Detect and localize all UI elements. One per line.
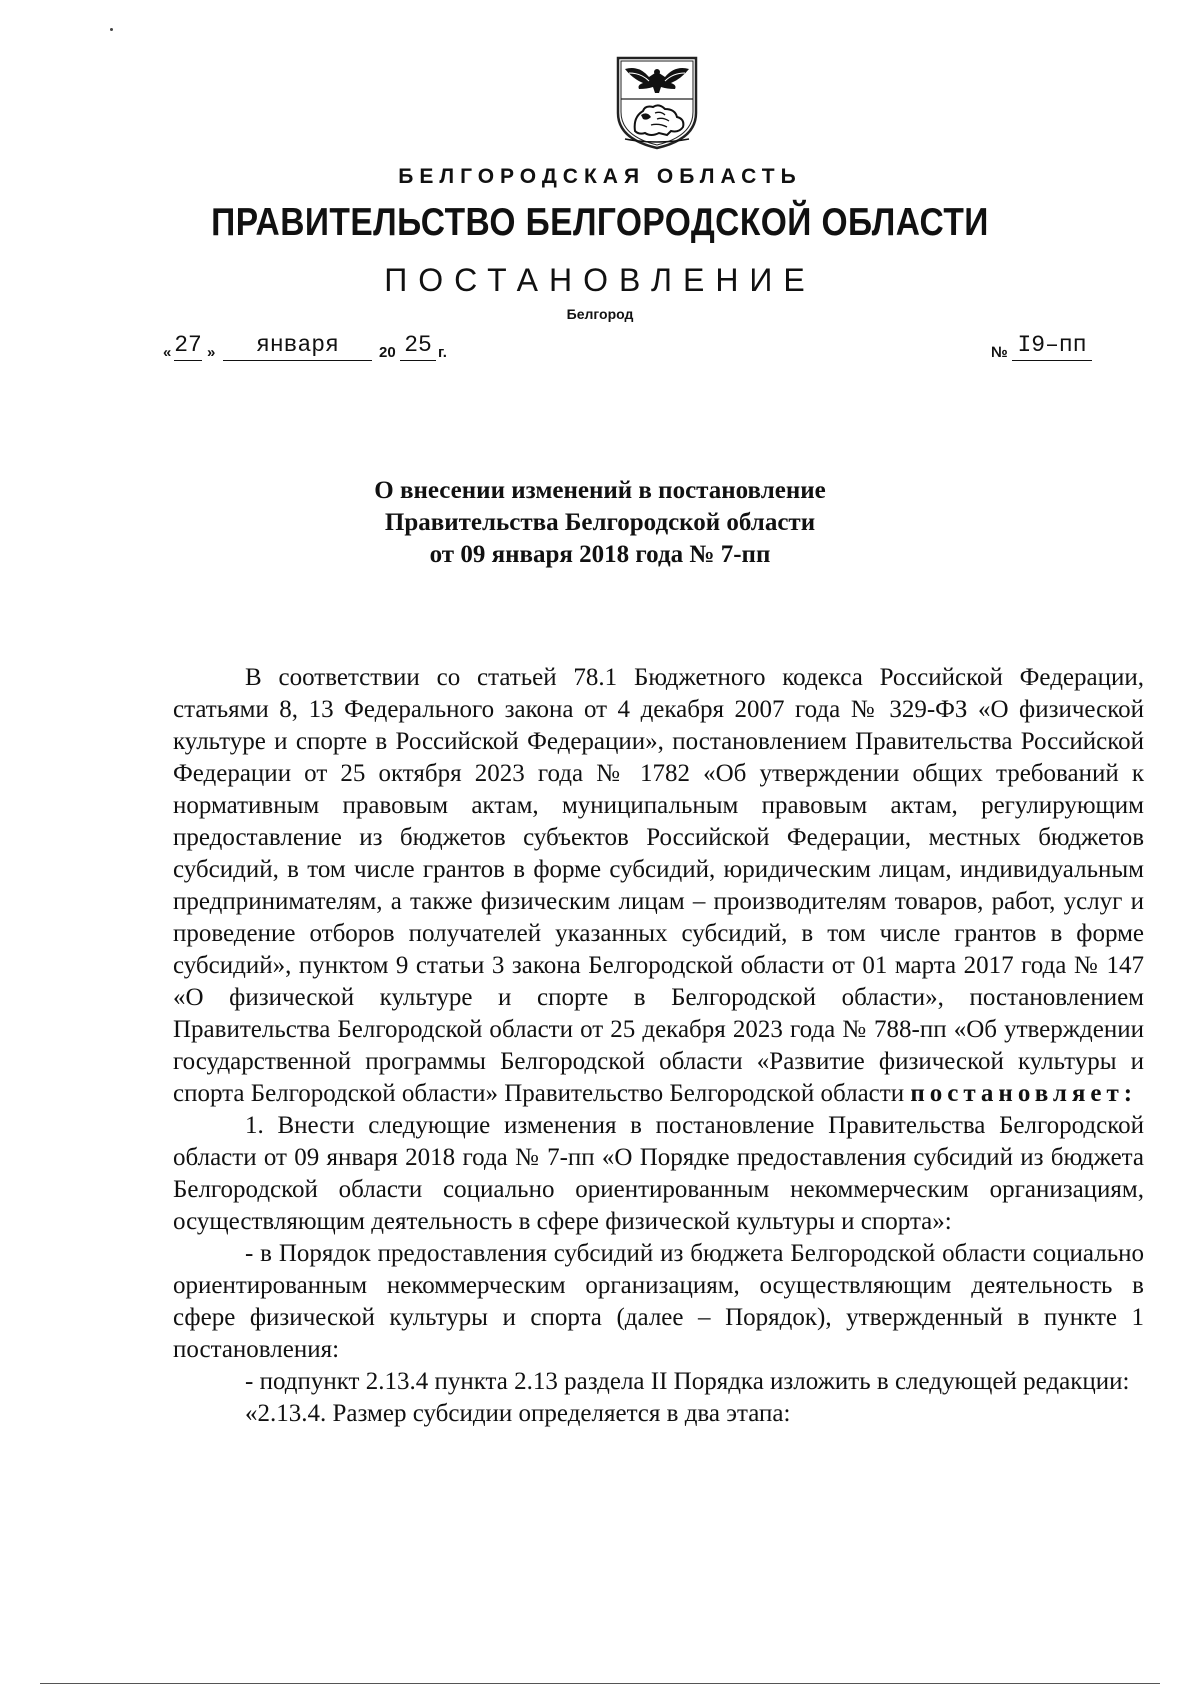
title-line-2: Правительства Белгородской области [384, 509, 816, 536]
document-type: ПОСТАНОВЛЕНИЕ [384, 262, 816, 298]
page-bottom-edge [40, 1683, 1160, 1684]
date-open-quote: « [163, 344, 172, 361]
paragraph-quote-start: «2.13.4. Размер субсидии определяется в два этапа: [245, 1400, 791, 1427]
city-name: Белгород [566, 306, 634, 322]
title-line-3: от 09 января 2018 года № 7-пп [429, 541, 771, 568]
date-close-quote: » [207, 344, 216, 361]
title-line-1: О внесении изменений в постановление [374, 477, 826, 504]
document-title [0, 475, 1200, 571]
paragraph-subclause: - подпункт 2.13.4 пункта 2.13 раздела II Порядка изложить в следующей редакции: [245, 1368, 1130, 1395]
coat-of-arms-emblem [615, 55, 699, 151]
document-body [173, 662, 1144, 1430]
region-name: БЕЛГОРОДСКАЯ ОБЛАСТЬ [398, 165, 802, 188]
paragraph-item-1: 1. Внести следующие изменения в постановление Правительства Белгородской области от 09 января 2018 года № 7-пп «О Порядке предоставления субсидий из бюджета Белгородской области социально ориентированным некоммерческим организациям, осуществляющим деятельность в сфере физической культуры и спорта»: [173, 1112, 1144, 1235]
date-number-line [163, 332, 1093, 366]
document-number-label: № [991, 344, 1008, 361]
resolves-keyword: постановляет: [910, 1080, 1138, 1107]
eagle-lion-shield-icon [615, 55, 699, 151]
government-name: ПРАВИТЕЛЬСТВО БЕЛГОРОДСКОЙ ОБЛАСТИ [211, 201, 989, 244]
document-number: I9–пп [1012, 332, 1092, 361]
date-year-suffix: 25 [400, 332, 436, 361]
scan-speck [110, 28, 113, 31]
preamble-paragraph [173, 662, 1144, 1110]
paragraph-procedure: - в Порядок предоставления субсидий из бюджета Белгородской области социально ориентированным некоммерческим организациям, осуществляющим деятельность в сфере физической культуры и спорта (далее – Порядок), утвержденный в пункте 1 постановления: [173, 1240, 1144, 1363]
date-month: января [223, 332, 372, 361]
date-year-prefix: 20 [379, 344, 396, 361]
date-year-mark: г. [438, 344, 447, 361]
date-day: 27 [174, 332, 202, 361]
preamble-text: В соответствии со статьей 78.1 Бюджетного кодекса Российской Федерации, статьями 8, 13 Федерального закона от 4 декабря 2007 года № 329-ФЗ «О физической культуре и спорте в Российской Федерации», постановлением Правительства Российской Федерации от 25 октября 2023 года № 1782 «Об утверждении общих требований к нормативным правовым актам, муниципальным правовым актам, регулирующим предоставление из бюджетов субъектов Российской Федерации, местных бюджетов субсидий, в том числе грантов в форме субсидий, юридическим лицам, индивидуальным предпринимателям, а также физическим лицам – производителям товаров, работ, услуг и проведение отборов получателей указанных субсидий, в том числе грантов в форме субсидий», пунктом 9 статьи 3 закона Белгородской области от 01 марта 2017 года № 147 «О физической культуре и спорте в Белгородской области», постановлением Правительства Белгородской области от 25 декабря 2023 года № 788-пп «Об утверждении государственной программы Белгородской области «Развитие физической культуры и спорта Белгородской области» Правительство Белгородской области [173, 664, 1144, 1107]
